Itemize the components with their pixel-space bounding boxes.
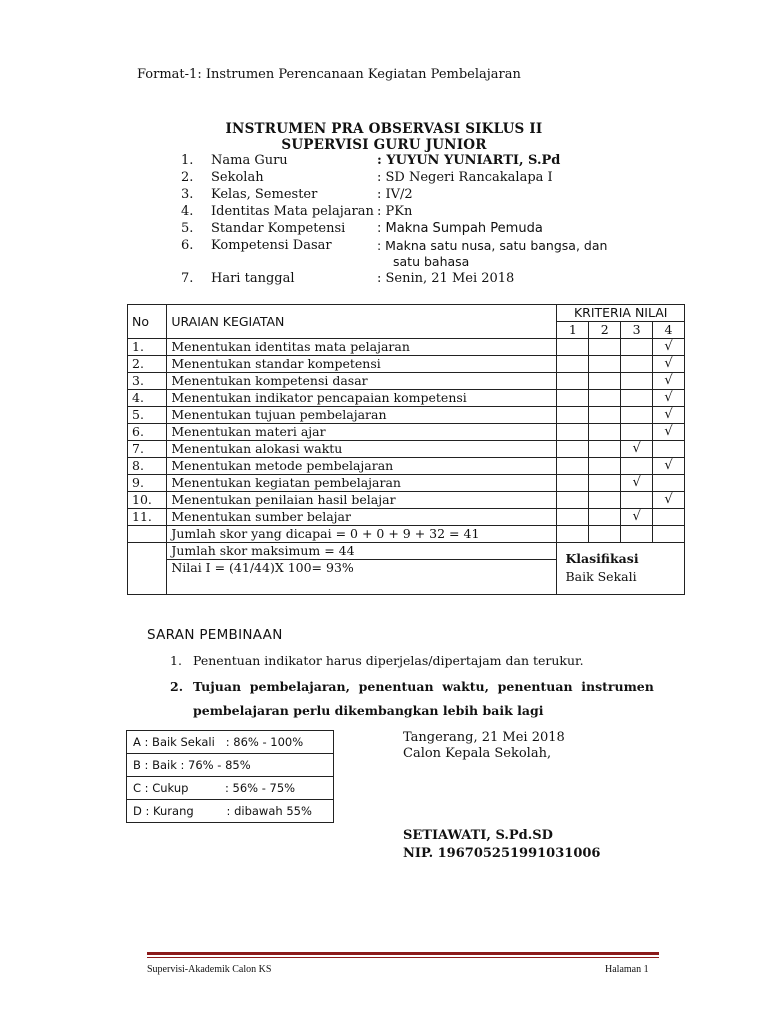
score-cell-2 <box>589 390 621 407</box>
classification-legend <box>126 730 334 823</box>
score-cell-1 <box>557 339 589 356</box>
table-row <box>128 441 685 458</box>
score-cell-3 <box>621 339 653 356</box>
score-cell-1 <box>557 458 589 475</box>
score-cell-4: √ <box>653 339 685 356</box>
empty-cell <box>557 526 589 543</box>
identity-value: : YUYUN YUNIARTI, S.Pd <box>377 153 561 168</box>
footer-left: Supervisi-Akademik Calon KS <box>147 964 272 975</box>
document-title: INSTRUMEN PRA OBSERVASI SIKLUS II <box>225 121 543 137</box>
legend-d: D : Kurang : dibawah 55% <box>127 800 334 823</box>
saran-item-2-line2: pembelajaran perlu dikembangkan lebih baik lagi <box>193 703 544 718</box>
row-activity: Menentukan kegiatan pembelajaran <box>167 475 557 492</box>
row-activity: Menentukan materi ajar <box>167 424 557 441</box>
identity-value: : SD Negeri Rancakalapa I <box>377 170 553 185</box>
signature-nip: NIP. 196705251991031006 <box>403 846 601 861</box>
identity-label: Nama Guru <box>211 153 288 168</box>
score-cell-1 <box>557 475 589 492</box>
row-number: 3. <box>128 373 167 390</box>
document-subtitle: SUPERVISI GURU JUNIOR <box>281 137 487 153</box>
classification-value: Baik Sekali <box>565 569 637 584</box>
identity-number: 4. <box>181 204 194 219</box>
identity-label: Hari tanggal <box>211 271 295 286</box>
row-number: 7. <box>128 441 167 458</box>
legend-b: B : Baik : 76% - 85% <box>127 754 334 777</box>
score-cell-1 <box>557 424 589 441</box>
table-row <box>128 475 685 492</box>
score-cell-1 <box>557 407 589 424</box>
col-uraian-header: URAIAN KEGIATAN <box>167 305 557 339</box>
identity-label: Kompetensi Dasar <box>211 238 332 253</box>
row-activity: Menentukan kompetensi dasar <box>167 373 557 390</box>
score-cell-4: √ <box>653 356 685 373</box>
identity-number: 7. <box>181 271 194 286</box>
identity-value: : IV/2 <box>377 187 413 202</box>
score-1-header: 1 <box>557 322 589 339</box>
table-row <box>128 390 685 407</box>
empty-cell <box>589 526 621 543</box>
identity-value: : Senin, 21 Mei 2018 <box>377 271 515 286</box>
empty-cell <box>621 526 653 543</box>
saran-item-1-num: 1. <box>170 653 182 668</box>
identity-number: 6. <box>181 238 194 253</box>
max-score: Jumlah skor maksimum = 44 <box>167 543 557 560</box>
score-cell-3 <box>621 424 653 441</box>
row-number: 8. <box>128 458 167 475</box>
empty-cell <box>128 543 167 595</box>
footer-rule-thick <box>147 952 659 955</box>
table-row <box>128 356 685 373</box>
max-score-row <box>128 543 685 560</box>
saran-heading: SARAN PEMBINAAN <box>147 627 283 643</box>
score-cell-4: √ <box>653 492 685 509</box>
saran-item-2-num: 2. <box>170 679 184 694</box>
score-cell-3: √ <box>621 441 653 458</box>
row-number: 6. <box>128 424 167 441</box>
row-activity: Menentukan metode pembelajaran <box>167 458 557 475</box>
score-cell-3 <box>621 458 653 475</box>
signature-role: Calon Kepala Sekolah, <box>403 746 552 761</box>
table-row <box>128 509 685 526</box>
identity-number: 3. <box>181 187 194 202</box>
identity-value: : PKn <box>377 204 413 219</box>
identity-label: Standar Kompetensi <box>211 221 346 236</box>
col-no-header: No <box>128 305 167 339</box>
score-cell-2 <box>589 373 621 390</box>
row-number: 1. <box>128 339 167 356</box>
table-row <box>128 424 685 441</box>
col-kriteria-header: KRITERIA NILAI <box>557 305 685 322</box>
score-cell-3: √ <box>621 475 653 492</box>
row-number: 11. <box>128 509 167 526</box>
score-cell-4: √ <box>653 407 685 424</box>
identity-label: Kelas, Semester <box>211 187 318 202</box>
score-cell-2 <box>589 509 621 526</box>
empty-cell <box>653 526 685 543</box>
final-score: Nilai I = (41/44)X 100= 93% <box>167 560 557 595</box>
saran-item-2-line1: Tujuan pembelajaran, penentuan waktu, penentuan instrumen <box>193 679 654 694</box>
identity-number: 5. <box>181 221 194 236</box>
score-2-header: 2 <box>589 322 621 339</box>
row-activity: Menentukan indikator pencapaian kompetensi <box>167 390 557 407</box>
row-number: 2. <box>128 356 167 373</box>
score-cell-2 <box>589 356 621 373</box>
score-cell-1 <box>557 373 589 390</box>
legend-a: A : Baik Sekali : 86% - 100% <box>127 731 334 754</box>
empty-cell <box>128 526 167 543</box>
row-number: 9. <box>128 475 167 492</box>
identity-number: 1. <box>181 153 194 168</box>
row-activity: Menentukan penilaian hasil belajar <box>167 492 557 509</box>
score-cell-2 <box>589 424 621 441</box>
score-cell-2 <box>589 475 621 492</box>
score-cell-1 <box>557 492 589 509</box>
score-cell-4 <box>653 509 685 526</box>
score-cell-1 <box>557 356 589 373</box>
identity-label: Identitas Mata pelajaran <box>211 204 374 219</box>
signature-name: SETIAWATI, S.Pd.SD <box>403 828 553 843</box>
score-cell-4: √ <box>653 373 685 390</box>
total-score-row <box>128 526 685 543</box>
score-cell-2 <box>589 458 621 475</box>
row-activity: Menentukan sumber belajar <box>167 509 557 526</box>
score-cell-2 <box>589 407 621 424</box>
score-cell-4 <box>653 441 685 458</box>
signature-place-date: Tangerang, 21 Mei 2018 <box>403 730 565 745</box>
score-cell-2 <box>589 441 621 458</box>
saran-item-1: Penentuan indikator harus diperjelas/dipertajam dan terukur. <box>193 653 584 668</box>
row-activity: Menentukan standar kompetensi <box>167 356 557 373</box>
assessment-table <box>127 304 685 595</box>
format-line: Format-1: Instrumen Perencanaan Kegiatan Pembelajaran <box>137 67 521 82</box>
footer-right: Halaman 1 <box>605 964 649 975</box>
identity-number: 2. <box>181 170 194 185</box>
table-row <box>128 373 685 390</box>
row-activity: Menentukan tujuan pembelajaran <box>167 407 557 424</box>
identity-value: : Makna satu nusa, satu bangsa, dan <box>377 238 608 253</box>
score-cell-1 <box>557 441 589 458</box>
score-3-header: 3 <box>621 322 653 339</box>
identity-value: : Makna Sumpah Pemuda <box>377 221 543 236</box>
row-number: 4. <box>128 390 167 407</box>
identity-label: Sekolah <box>211 170 264 185</box>
total-score: Jumlah skor yang dicapai = 0 + 0 + 9 + 32 = 41 <box>167 526 557 543</box>
row-activity: Menentukan alokasi waktu <box>167 441 557 458</box>
score-cell-4: √ <box>653 424 685 441</box>
table-row <box>128 407 685 424</box>
table-row <box>128 492 685 509</box>
score-cell-1 <box>557 390 589 407</box>
score-cell-1 <box>557 509 589 526</box>
classification-label: Klasifikasi <box>565 551 639 566</box>
score-cell-3 <box>621 373 653 390</box>
score-cell-3: √ <box>621 509 653 526</box>
row-activity: Menentukan identitas mata pelajaran <box>167 339 557 356</box>
row-number: 5. <box>128 407 167 424</box>
score-cell-4: √ <box>653 458 685 475</box>
score-4-header: 4 <box>653 322 685 339</box>
classification-cell <box>557 543 685 595</box>
score-cell-2 <box>589 339 621 356</box>
table-row <box>128 339 685 356</box>
score-cell-3 <box>621 390 653 407</box>
score-cell-3 <box>621 407 653 424</box>
score-cell-3 <box>621 492 653 509</box>
row-number: 10. <box>128 492 167 509</box>
legend-c: C : Cukup : 56% - 75% <box>127 777 334 800</box>
score-cell-2 <box>589 492 621 509</box>
footer-rule-thin <box>147 957 659 958</box>
identity-value: satu bahasa <box>393 254 470 269</box>
table-row <box>128 458 685 475</box>
score-cell-3 <box>621 356 653 373</box>
score-cell-4: √ <box>653 390 685 407</box>
score-cell-4 <box>653 475 685 492</box>
